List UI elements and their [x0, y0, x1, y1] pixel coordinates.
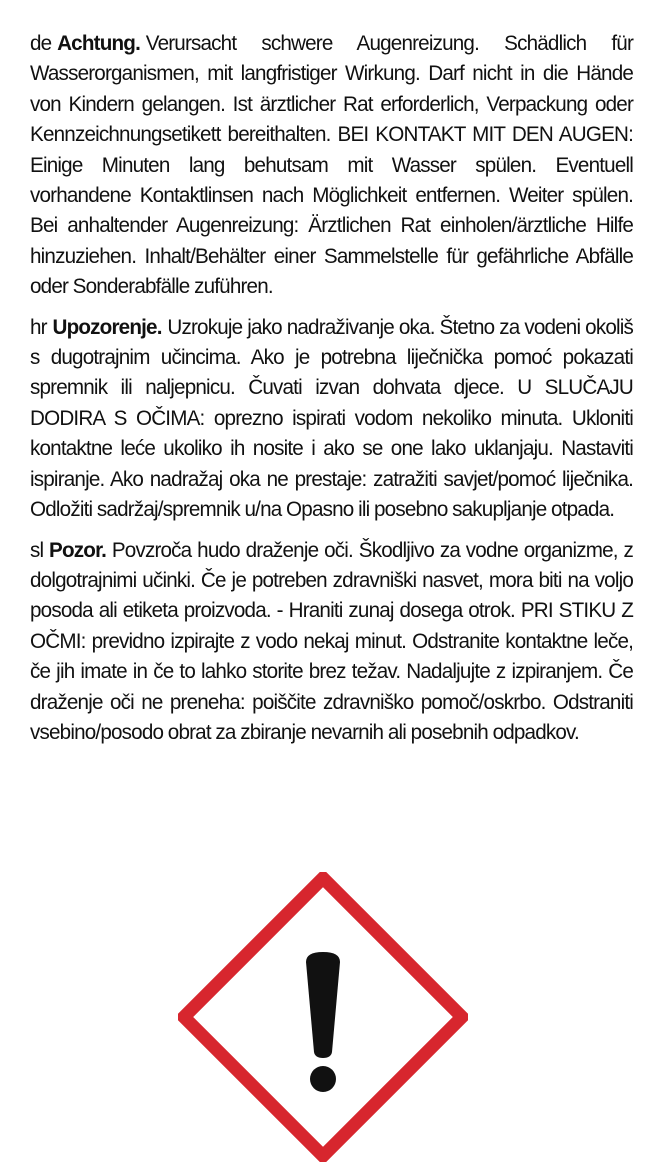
hazard-statement-text: Uzrokuje jako nadraživanje oka. Štetno za vodeni okoliš s dugotrajnim učincima. Ako je potrebna liječnička pomoć pokazati spremnik ili naljepnicu. Čuvati izvan dohvata djece. U SLUČAJU DODIRA S OČIMA: oprezno ispirati vodom nekoliko minuta. Ukloniti kontaktne leće ukoliko ih nosite i ako se one lako uklanjaju. Nastaviti ispiranje. Ako nadražaj oka ne prestaje: zatražiti savjet/pomoć liječnika. Odložiti sadržaj/spremnik u/na Opasno ili posebno sakupljanje otpada. — [30, 314, 634, 522]
ghs07-exclamation-mark-icon — [178, 872, 468, 1162]
signal-word: Upozorenje. — [52, 314, 162, 339]
language-code: sl — [30, 537, 44, 562]
section-hr — [30, 312, 633, 525]
hazard-statement-text: Povzroča hudo draženje oči. Škodljivo za vodne organizme, z dolgotrajnimi učinki. Če je potreben zdravniški nasvet, mora biti na voljo posoda ali etiketa proizvoda. - Hraniti zunaj dosega otrok. PRI STIKU Z OČMI: previdno izpirajte z vodo nekaj minut. Odstranite kontaktne leče, če jih imate in če to lahko storite brez težav. Nadaljujte z izpiranjem. Če draženje oči ne preneha: poiščite zdravniško pomoč/oskrbo. Odstraniti vsebino/posodo obrat za zbiranje nevarnih ali posebnih odpadkov. — [30, 537, 634, 744]
signal-word: Achtung. — [57, 31, 140, 55]
exclamation-dot — [310, 1066, 336, 1092]
hazard-label-text — [30, 28, 634, 757]
hazard-statement-text: Verursacht schwere Augenreizung. Schädlich für Wasserorganismen, mit langfristiger Wirkung. Darf nicht in die Hände von Kindern gelangen. Ist ärztlicher Rat erforderlich, Verpackung oder Kennzeichnungsetikett bereithalten. BEI KONTAKT MIT DEN AUGEN: Einige Minuten lang behutsam mit Wasser spülen. Eventuell vorhandene Kontaktlinsen nach Möglichkeit entfernen. Weiter spülen. Bei anhaltender Augenreizung: Ärztlichen Rat einholen/ärztliche Hilfe hinzuziehen. Inhalt/Behälter einer Sammelstelle für gefährliche Abfälle oder Sonderabfälle zuführen. — [30, 31, 634, 299]
section-de — [30, 28, 633, 302]
language-code: hr — [30, 314, 47, 339]
section-sl — [30, 535, 633, 748]
language-code: de — [30, 31, 52, 55]
signal-word: Pozor. — [49, 537, 107, 562]
